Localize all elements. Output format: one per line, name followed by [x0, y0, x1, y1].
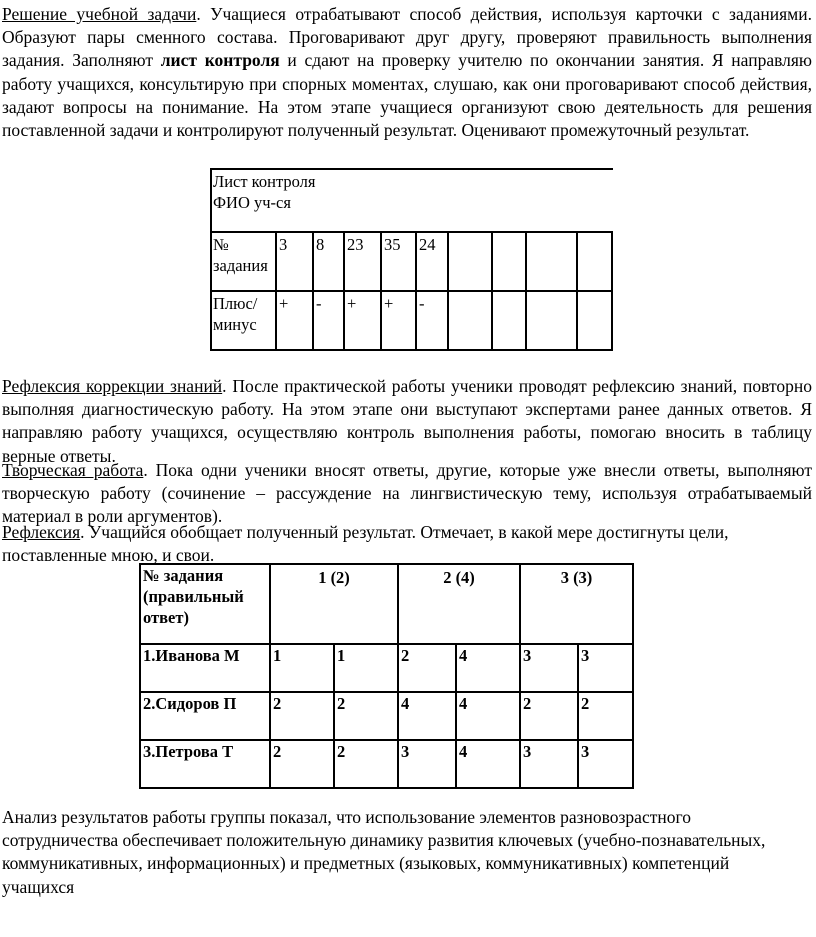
reflection-text: . Учащийся обобщает полученный результат. Отмечает, в какой мере достигнуты цели, поставленные мною, и свои.	[2, 522, 729, 566]
table-border	[415, 231, 417, 351]
answer-cell: 3	[578, 740, 633, 788]
control-sheet-title: Лист контроля	[213, 172, 316, 191]
student-name-cell: 1.Иванова М	[140, 644, 270, 692]
task-column-header: 2 (4)	[398, 564, 520, 644]
answer-cell: 3	[398, 740, 456, 788]
table-border	[380, 231, 382, 351]
intro-title: Решение учебной задачи	[2, 4, 197, 24]
reflection-correction-text: . После практической работы ученики проводят рефлексию знаний, повторно выполняя диагностическую работу. На этом этапе они выступают экспертами ранее данных ответов. Я направляю работу учащихся, осуществляю контроль выполнения работы, помогаю вносить в таблицу верные ответы.	[2, 376, 812, 466]
answer-cell: 4	[456, 644, 520, 692]
reflection-correction-title: Рефлексия коррекции знаний	[2, 376, 223, 396]
answer-cell: 2	[520, 692, 578, 740]
task-number-label-2: задания	[213, 256, 268, 275]
answer-cell: 3	[520, 644, 578, 692]
creative-title: Творческая работа	[2, 460, 144, 480]
answer-cell: 2	[270, 740, 334, 788]
task-number-label: №	[213, 235, 229, 254]
mark-cell: -	[316, 294, 322, 313]
results-header-cell	[140, 564, 270, 644]
table-border	[491, 231, 493, 351]
table-border	[343, 231, 345, 351]
creative-text: . Пока одни ученики вносят ответы, другие, которые уже внесли ответы, выполняют творческую работу (сочинение – рассуждение на лингвистическую тему, используя отрабатываемый материал в роли аргументов).	[2, 460, 812, 527]
intro-bold-term: лист контроля	[160, 50, 280, 71]
answer-cell: 1	[334, 644, 398, 692]
answer-cell: 1	[270, 644, 334, 692]
task-column-header: 3 (3)	[520, 564, 633, 644]
plus-minus-label-2: минус	[213, 315, 257, 334]
task-column-header: 1 (2)	[270, 564, 398, 644]
answer-cell: 2	[334, 740, 398, 788]
answer-cell: 2	[398, 644, 456, 692]
answer-cell: 2	[578, 692, 633, 740]
table-border	[312, 231, 314, 351]
task-cell: 24	[419, 235, 436, 254]
control-sheet-table	[210, 168, 613, 352]
intro-text-b: и сдают на проверку учителю по окончании занятия. Я направляю работу учащихся, консультирую при спорных моментах, слушаю, как они проговаривают способ действия, задают вопросы на понимание. На этом этапе учащиеся организуют свою деятельность для решения поставленной задачи и контролируют полученный результат. Оценивают промежуточный результат.	[2, 50, 812, 141]
mark-cell: +	[279, 294, 289, 313]
task-cell: 3	[279, 235, 288, 254]
table-border	[210, 349, 613, 351]
creative-paragraph	[2, 459, 812, 529]
table-border	[611, 231, 613, 351]
mark-cell: -	[419, 294, 425, 313]
answer-cell: 3	[520, 740, 578, 788]
student-name-label: ФИО уч-ся	[213, 193, 291, 212]
task-cell: 23	[347, 235, 364, 254]
table-row	[140, 692, 633, 740]
reflection-correction-paragraph	[2, 375, 812, 468]
results-table	[139, 563, 634, 789]
answer-cell: 3	[578, 644, 633, 692]
conclusion-paragraph: Анализ результатов работы группы показал, что использование элементов разновозрастного сотрудничества обеспечивает положительную динамику развития ключевых (учебно-познавательных, коммуникативных, информационных) и предметных (языковых, коммуникативных) компетенций учащихся	[2, 807, 766, 897]
answer-cell: 4	[456, 740, 520, 788]
results-header-line: (правильный	[143, 587, 244, 606]
plus-minus-label: Плюс/	[213, 294, 258, 313]
table-row	[140, 740, 633, 788]
table-border	[210, 168, 613, 170]
results-header-line: № задания	[143, 566, 224, 585]
task-cell: 35	[384, 235, 401, 254]
answer-cell: 2	[334, 692, 398, 740]
answer-cell: 2	[270, 692, 334, 740]
intro-paragraph	[2, 3, 812, 142]
table-row	[140, 644, 633, 692]
table-border	[210, 290, 613, 292]
table-border	[576, 231, 578, 351]
table-border	[447, 231, 449, 351]
reflection-paragraph	[2, 521, 812, 567]
table-border	[525, 231, 527, 351]
mark-cell: +	[347, 294, 357, 313]
reflection-title: Рефлексия	[2, 522, 81, 542]
intro-text-a: . Учащиеся отрабатывают способ действия, используя карточки с заданиями. Образуют пары сменного состава. Проговаривают друг другу, проверяют правильность выполнения задания. Заполняют	[2, 4, 812, 71]
student-name-cell: 3.Петрова Т	[140, 740, 270, 788]
table-border	[210, 168, 212, 351]
table-border	[275, 231, 277, 351]
student-name-cell: 2.Сидоров П	[140, 692, 270, 740]
task-cell: 8	[316, 235, 325, 254]
table-border	[210, 231, 613, 233]
answer-cell: 4	[456, 692, 520, 740]
results-header-line: ответ)	[143, 608, 189, 627]
answer-cell: 4	[398, 692, 456, 740]
mark-cell: +	[384, 294, 394, 313]
